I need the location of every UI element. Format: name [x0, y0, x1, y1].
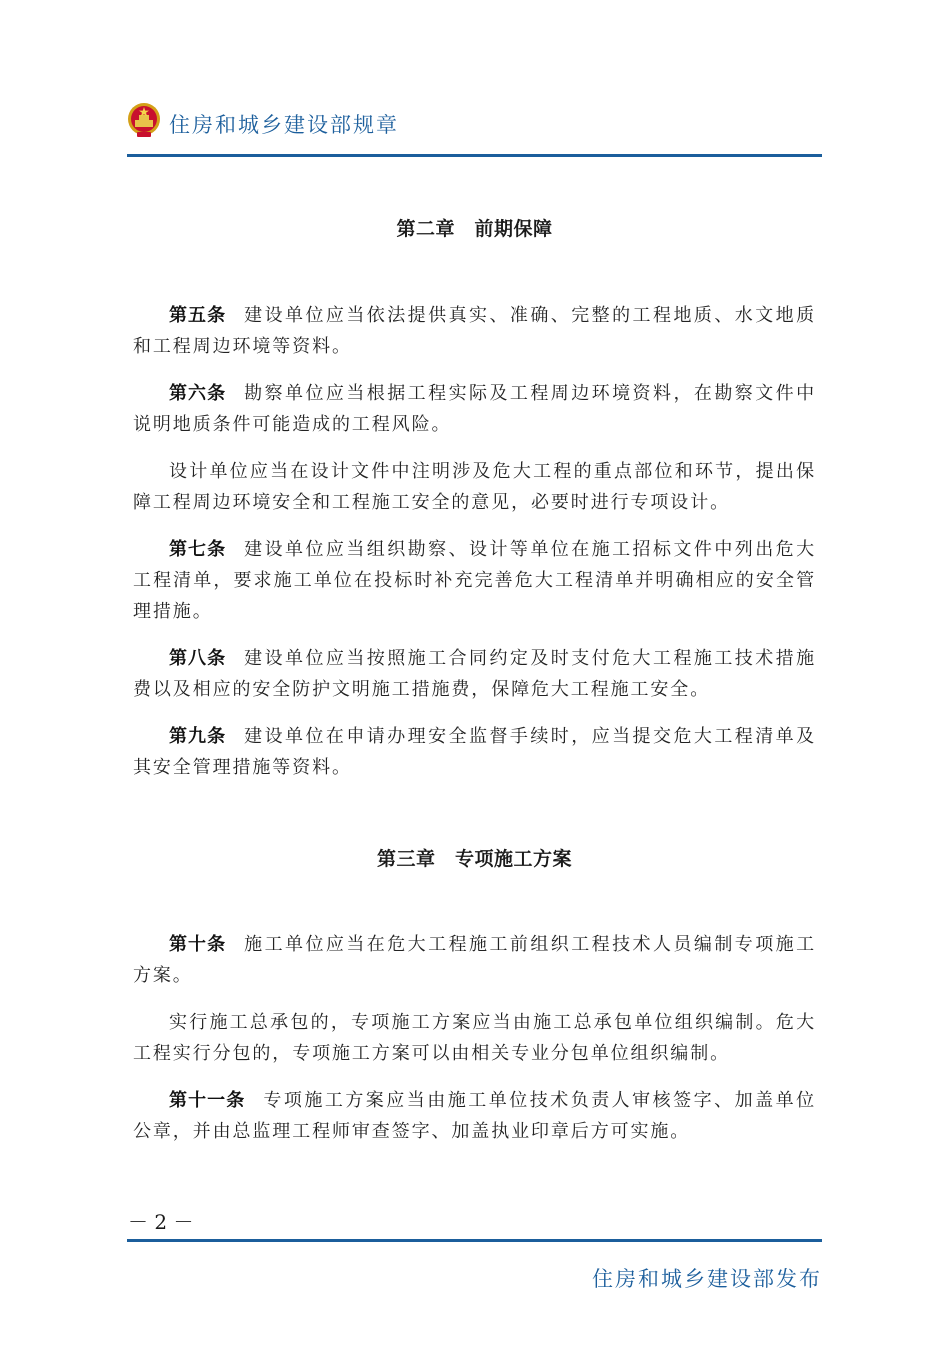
article-text: 建设单位应当依法提供真实、准确、完整的工程地质、水文地质和工程周边环境等资料。 — [133, 305, 817, 357]
article-label: 第九条 — [169, 726, 227, 747]
article-text: 设计单位应当在设计文件中注明涉及危大工程的重点部位和环节，提出保障工程周边环境安全和工程施工安全的意见，必要时进行专项设计。 — [133, 461, 816, 513]
article-text: 勘察单位应当根据工程实际及工程周边环境资料，在勘察文件中说明地质条件可能造成的工程风险。 — [133, 383, 817, 435]
article-paragraph — [133, 534, 816, 627]
header-rule — [127, 154, 822, 157]
article-paragraph — [133, 1007, 816, 1069]
footer-publisher: 住房和城乡建设部发布 — [592, 1267, 822, 1291]
article-paragraph — [133, 721, 816, 783]
national-emblem-icon — [127, 102, 161, 138]
chapter-title: 第三章 专项施工方案 — [376, 848, 572, 870]
article-paragraph — [133, 378, 816, 440]
article-label: 第五条 — [169, 305, 227, 326]
article-label: 第十条 — [169, 934, 227, 955]
article-label: 第七条 — [169, 539, 227, 560]
article-text: 建设单位应当按照施工合同约定及时支付危大工程施工技术措施费以及相应的安全防护文明施工措施费，保障危大工程施工安全。 — [133, 648, 817, 700]
article-label: 第八条 — [169, 648, 227, 669]
article-text: 建设单位应当组织勘察、设计等单位在施工招标文件中列出危大工程清单，要求施工单位在投标时补充完善危大工程清单并明确相应的安全管理措施。 — [133, 539, 817, 622]
article-text: 施工单位应当在危大工程施工前组织工程技术人员编制专项施工方案。 — [133, 934, 817, 986]
article-paragraph — [133, 643, 816, 705]
article-text: 建设单位在申请办理安全监督手续时，应当提交危大工程清单及其安全管理措施等资料。 — [133, 726, 817, 778]
page-number: － 2 － — [128, 1210, 194, 1234]
article-text: 实行施工总承包的，专项施工方案应当由施工总承包单位组织编制。危大工程实行分包的，专项施工方案可以由相关专业分包单位组织编制。 — [133, 1012, 816, 1064]
article-label: 第十一条 — [169, 1090, 246, 1111]
article-label: 第六条 — [169, 383, 227, 404]
article-text: 专项施工方案应当由施工单位技术负责人审核签字、加盖单位公章，并由总监理工程师审查签字、加盖执业印章后方可实施。 — [133, 1090, 816, 1142]
chapter-title: 第二章 前期保障 — [396, 218, 553, 240]
header-title: 住房和城乡建设部规章 — [169, 113, 399, 137]
page-header — [127, 100, 822, 142]
article-paragraph — [133, 1085, 816, 1147]
footer-rule — [127, 1239, 822, 1242]
article-paragraph — [133, 929, 816, 991]
article-paragraph — [133, 300, 816, 362]
article-paragraph — [133, 456, 816, 518]
